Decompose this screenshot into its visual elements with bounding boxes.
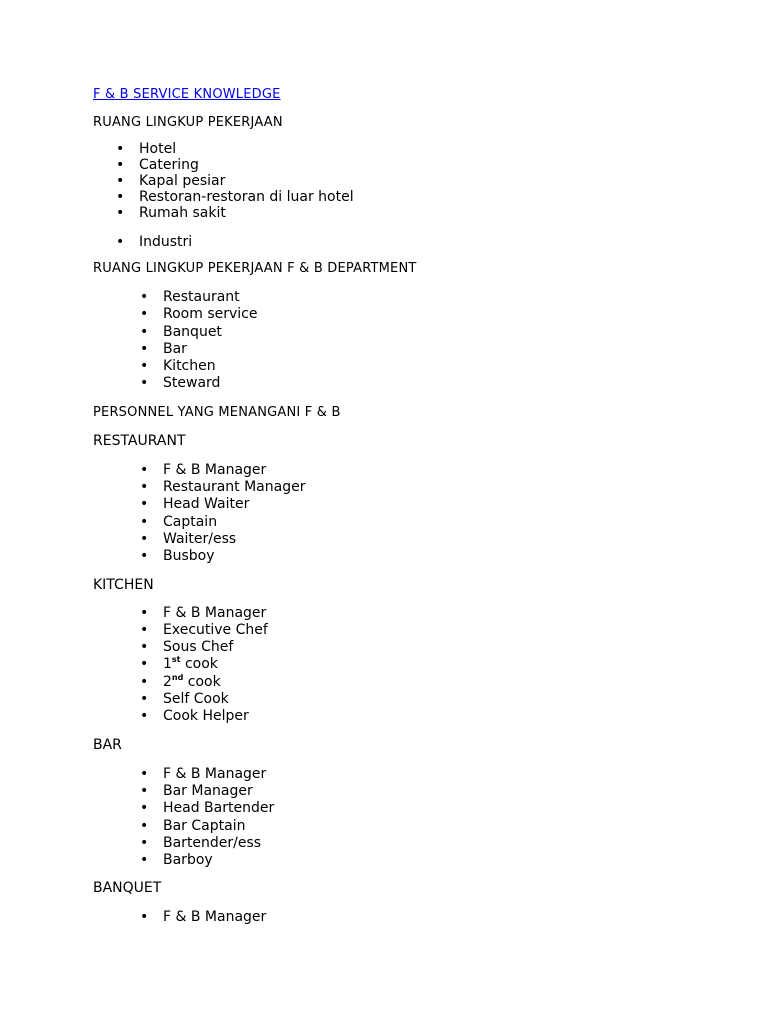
scope-extra-list xyxy=(139,234,733,250)
list-item: • Banquet xyxy=(163,324,733,341)
banquet-list xyxy=(163,909,733,926)
list-item: • Head Bartender xyxy=(163,800,733,817)
list-item: • Bar Manager xyxy=(163,783,733,800)
department-list xyxy=(163,289,733,393)
list-item: • Catering xyxy=(139,157,733,173)
ordinal-suffix: st xyxy=(171,655,181,665)
list-item: • Steward xyxy=(163,375,733,392)
list-item: • Bar xyxy=(163,341,733,358)
list-item: • Bar Captain xyxy=(163,818,733,835)
list-item: • Restoran-restoran di luar hotel xyxy=(139,189,733,205)
list-item: • Room service xyxy=(163,306,733,323)
list-item: • F & B Manager xyxy=(163,909,733,926)
list-item: • Kapal pesiar xyxy=(139,173,733,189)
list-item xyxy=(163,656,733,673)
list-item: • Restaurant xyxy=(163,289,733,306)
list-item: • Hotel xyxy=(139,141,733,157)
ordinal-rest: cook xyxy=(180,656,218,673)
list-item: • F & B Manager xyxy=(163,462,733,479)
list-item: • Busboy xyxy=(163,548,733,565)
list-item xyxy=(163,674,733,691)
list-item: • F & B Manager xyxy=(163,605,733,622)
list-item: • Captain xyxy=(163,514,733,531)
kitchen-list xyxy=(163,605,733,726)
ordinal-rest: cook xyxy=(183,673,221,690)
list-item: • Waiter/ess xyxy=(163,531,733,548)
list-item: • Executive Chef xyxy=(163,622,733,639)
banquet-label: BANQUET xyxy=(93,880,162,897)
list-item: • Restaurant Manager xyxy=(163,479,733,496)
restaurant-list xyxy=(163,462,733,566)
list-item: • Self Cook xyxy=(163,691,733,708)
list-item: • Kitchen xyxy=(163,358,733,375)
department-heading: RUANG LINGKUP PEKERJAAN F & B DEPARTMENT xyxy=(93,261,417,276)
list-item: • Head Waiter xyxy=(163,496,733,513)
personnel-heading: PERSONNEL YANG MENANGANI F & B xyxy=(93,404,341,420)
restaurant-label: RESTAURANT xyxy=(93,432,186,449)
list-item: • F & B Manager xyxy=(163,766,733,783)
ordinal-number: 1 xyxy=(163,656,172,673)
list-item: • Rumah sakit xyxy=(139,205,733,221)
ordinal-number: 2 xyxy=(163,673,172,690)
bar-list xyxy=(163,766,733,870)
bar-label: BAR xyxy=(93,736,122,753)
document-page xyxy=(93,86,733,927)
list-item: • Industri xyxy=(139,234,733,250)
list-item: • Barboy xyxy=(163,852,733,869)
list-item: • Sous Chef xyxy=(163,639,733,656)
document-title-link[interactable]: F & B SERVICE KNOWLEDGE xyxy=(93,87,281,102)
scope-list xyxy=(139,141,733,221)
list-item: • Bartender/ess xyxy=(163,835,733,852)
kitchen-label: KITCHEN xyxy=(93,576,154,593)
scope-heading: RUANG LINGKUP PEKERJAAN xyxy=(93,115,283,130)
list-item: • Cook Helper xyxy=(163,708,733,725)
ordinal-suffix: nd xyxy=(171,672,184,682)
